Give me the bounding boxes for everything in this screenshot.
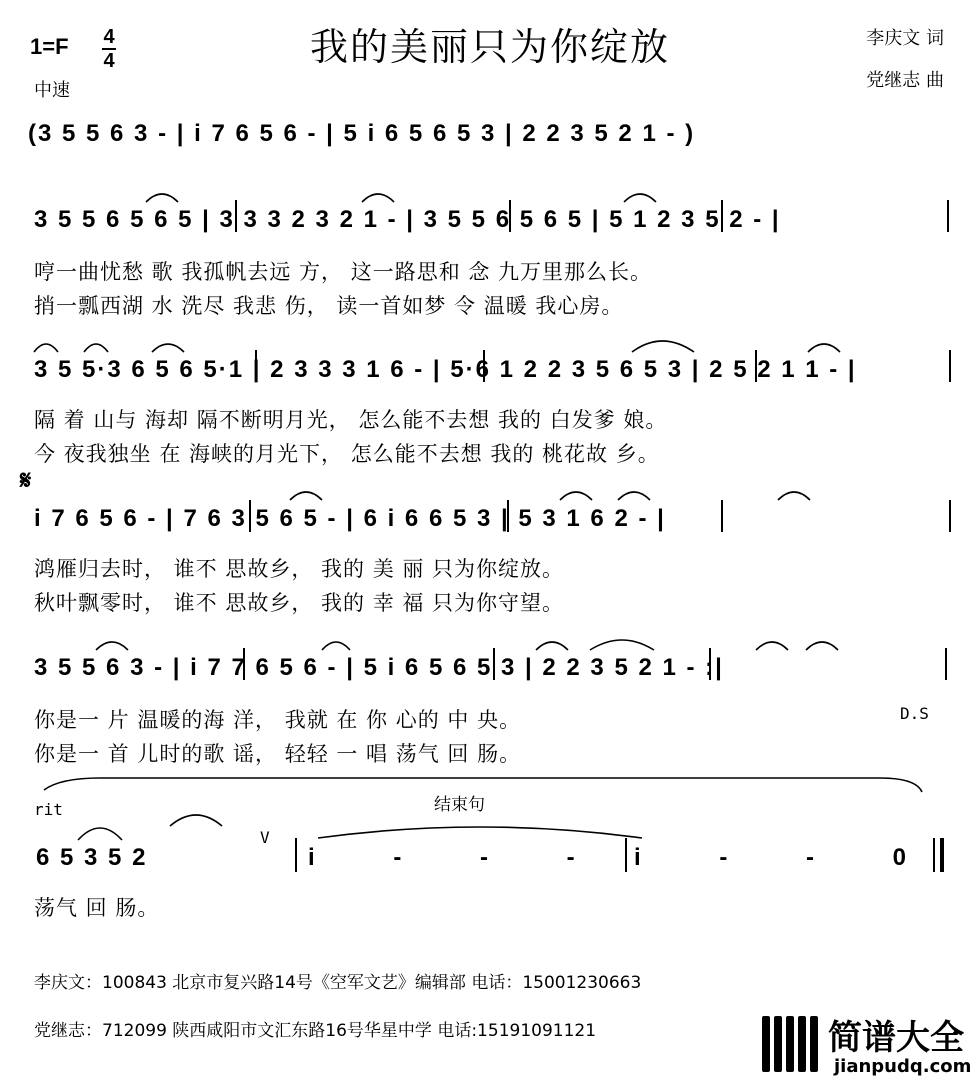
segno-sign: 𝄋 (20, 466, 32, 496)
lyric-line-1a: 哼一曲忧愁 歌 我孤帆去远 方， 这一路思和 念 九万里那么长。 (34, 260, 653, 284)
ending-music-a: 6 5 3 5 2 (36, 844, 148, 871)
lyric-line-5a: 荡气 回 肠。 (34, 896, 160, 920)
key-signature: 1=F (30, 34, 69, 59)
watermark-url: jianpudq.com (834, 1056, 972, 1077)
ds-marking: D.S (900, 704, 929, 723)
chorus-music-line-2: 3 5 5 6 3 - | i 7 7 6 5 6 - | 5 i 6 5 6 5 3 | 2 2 3 5 2 1 - :| (34, 654, 724, 681)
verse-music-line-1: 3 5 5 6 5 6 5 | 3 3 3 2 3 2 1 - | 3 5 5 6 5 6 5 | 5 1 2 3 5 2 - | (34, 206, 781, 233)
song-title: 我的美丽只为你绽放 (309, 25, 670, 69)
lyric-line-3b: 秋叶飘零时， 谁不 思故乡， 我的 幸 福 只为你守望。 (34, 591, 565, 615)
rit-marking: rit (34, 800, 63, 819)
lyric-line-3a: 鸿雁归去时， 谁不 思故乡， 我的 美 丽 只为你绽放。 (34, 557, 565, 581)
lyric-line-1b: 捎一瓢西湖 水 洗尽 我悲 伤， 读一首如梦 令 温暖 我心房。 (34, 294, 624, 318)
footer-contact-lyricist: 李庆文：100843 北京市复兴路14号《空军文艺》编辑部 电话：15001230663 (34, 973, 642, 993)
footer-contact-composer: 党继志：712099 陕西咸阳市文汇东路16号华星中学 电话:15191091121 (34, 1021, 597, 1041)
lyricist-credit: 李庆文 词 (866, 28, 944, 49)
chorus-music-line-1: i 7 6 5 6 - | 7 6 3 5 6 5 - | 6 i 6 6 5 3 | 5 3 1 6 2 - | (34, 505, 666, 532)
piano-keys-icon (760, 1014, 822, 1076)
breath-mark: V (260, 828, 270, 847)
composer-credit: 党继志 曲 (866, 70, 944, 91)
verse-music-line-2: 3 5 5·3 6 5 6 5·1 | 2 3 3 3 1 6 - | 5·6 1 2 2 3 5 6 5 3 | 2 5 2 1 1 - | (34, 356, 857, 383)
ending-music-b: i - - - (308, 844, 611, 871)
ending-label: 结束句 (434, 795, 485, 815)
tempo-marking: 中速 (34, 80, 70, 101)
ending-music-c: i - - 0 (634, 844, 943, 871)
time-sig-bottom: 4 (103, 50, 115, 72)
watermark-logo (758, 1010, 980, 1082)
lyric-line-4b: 你是一 首 儿时的歌 谣， 轻轻 一 唱 荡气 回 肠。 (34, 742, 522, 766)
lyric-line-2a: 隔 着 山与 海却 隔不断明月光， 怎么能不去想 我的 白发爹 娘。 (34, 408, 668, 432)
watermark-brand: 简谱大全 (828, 1018, 964, 1058)
intro-music-line: (3 5 5 6 3 - | i 7 6 5 6 - | 5 i 6 5 6 5 3 | 2 2 3 5 2 1 - ) (28, 120, 696, 147)
time-sig-top: 4 (103, 26, 115, 48)
lyric-line-2b: 今 夜我独坐 在 海峡的月光下， 怎么能不去想 我的 桃花故 乡。 (34, 442, 660, 466)
lyric-line-4a: 你是一 片 温暖的海 洋， 我就 在 你 心的 中 央。 (34, 708, 522, 732)
